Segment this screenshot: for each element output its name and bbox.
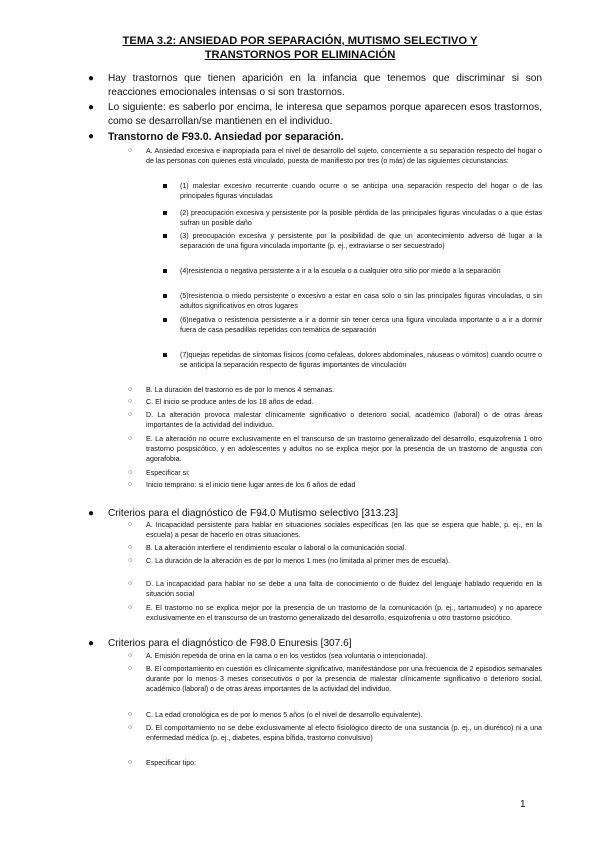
mutism-heading: Criterios para el diagnóstico de F94.0 Mutismo selectivo [313.23]	[108, 508, 399, 519]
circle-bullet: ○	[128, 724, 133, 731]
square-bullet	[163, 318, 167, 322]
square-bullet	[163, 211, 167, 215]
circle-bullet: ○	[128, 665, 133, 672]
separation-criterion-c: C. El inicio se produce antes de los 18 años de edad.	[146, 398, 314, 406]
circle-bullet: ○	[128, 147, 133, 154]
circle-bullet: ○	[128, 544, 133, 551]
bullet-dot: ●	[88, 131, 95, 142]
enuresis-criterion-a: A. Emisión repetida de orina en la cama o en los vestidos (sea voluntaria o intencionada).	[146, 652, 428, 660]
separation-subitem-2: (2) preocupación excesiva y persistente por la posible pérdida de las principales figuras vinculadas o a que éstas sufran un posible daño	[180, 209, 542, 228]
bullet-dot: ●	[88, 638, 95, 649]
circle-bullet: ○	[128, 481, 133, 488]
bullet-dot: ●	[88, 102, 95, 113]
title-line-2: TRANSTORNOS POR ELIMINACIÓN	[204, 49, 396, 61]
circle-bullet: ○	[128, 604, 133, 611]
separation-specify: Especificar si:	[146, 469, 190, 477]
circle-bullet: ○	[128, 557, 133, 564]
enuresis-criterion-d: D. El comportamiento no se debe exclusivamente al efecto fisiológico directo de una sustancia (p. ej., un diurético) ni a una enfermedad médica (p. ej., diabetes, espina bífida, trastorno convulsivo)	[146, 724, 542, 743]
separation-subitem-5: (5)resistencia o miedo persistente o excesivo a estar en casa solo o sin las principales figuras vinculadas, o sin adultos significativos en otros lugares	[180, 292, 542, 311]
separation-subitem-6: (6)negativa o resistencia persistente a ir a dormir sin tener cerca una figura vinculada importante o a ir a dormir fuera de casa pesadillas repetidas con temática de separación	[180, 316, 542, 335]
circle-bullet: ○	[128, 580, 133, 587]
bullet-dot: ●	[88, 73, 95, 84]
circle-bullet: ○	[128, 759, 133, 766]
enuresis-heading: Criterios para el diagnóstico de F98.0 Enuresis [307.6]	[108, 638, 352, 649]
circle-bullet: ○	[128, 652, 133, 659]
separation-subitem-1: (1) malestar excesivo recurrente cuando ocurre o se anticipa una separación respecto del hogar o de las principales figuras vinculadas	[180, 182, 542, 201]
circle-bullet: ○	[128, 411, 133, 418]
separation-subitem-4: (4)resistencia o negativa persistente a ir a la escuela o a cualquier otro sitio por miedo a la separación	[180, 267, 501, 275]
intro-paragraph-1: Hay trastornos que tienen aparición en la infancia que tenemos que discriminar si son reacciones emocionales intensas o si son trastornos.	[108, 73, 542, 99]
enuresis-criterion-b: B. El comportamiento en cuestión es clínicamente significativo, manifestándose por una frecuencia de 2 episodios semanales durante por lo menos 3 meses consecutivos o por la presencia de malestar clínicamente significativo o deterioro social, académico (laboral) o de otras áreas importantes de la actividad del individuo.	[146, 665, 542, 694]
circle-bullet: ○	[128, 521, 133, 528]
mutism-criterion-a: A. Incapacidad persistente para hablar en situaciones sociales específicas (en las que se espera que hable, p. ej., en la escuela) a pesar de hacerlo en otras situaciones.	[146, 521, 542, 540]
separation-subitem-3: (3) preocupación excesiva y persistente por la posibilidad de que un acontecimiento adverso dé lugar a la separación de una figura vinculada importante (p. ej., extraviarse o ser secuestrado)	[180, 232, 542, 251]
square-bullet	[163, 184, 167, 188]
separation-criterion-a: A. Ansiedad excesiva e inapropiada para el nivel de desarrollo del sujeto, concerniente a su separación respecto del hogar o de las personas con quienes está vinculado, puesta de manifiesto por tres (o más) de las siguientes circunstancias:	[146, 147, 542, 166]
document-title	[80, 34, 520, 62]
mutism-criterion-e: E. El trastorno no se explica mejor por la presencia de un trastorno de la comunicación (p. ej., tartamudeo) y no aparece exclusivamente en el transcurso de un trastorno generalizado del desarrollo, esquizofrenia u otro trastorno psicótico.	[146, 604, 542, 623]
square-bullet	[163, 269, 167, 273]
title-line-1: TEMA 3.2: ANSIEDAD POR SEPARACIÓN, MUTISMO SELECTIVO Y	[122, 35, 478, 47]
circle-bullet: ○	[128, 711, 133, 718]
intro-paragraph-2: Lo siguiente: es saberlo por encima, le interesa que sepamos porque aparecen esos trastornos, como se desarrollan/se mantienen en el individuo.	[108, 102, 542, 128]
circle-bullet: ○	[128, 435, 133, 442]
page-number: 1	[520, 799, 526, 810]
separation-early-onset: Inicio temprano: si el inicio tiene lugar antes de los 6 años de edad	[146, 481, 356, 489]
separation-criterion-b: B. La duración del trastorno es de por lo menos 4 semanas.	[146, 386, 335, 394]
circle-bullet: ○	[128, 469, 133, 476]
enuresis-specify-type: Especificar tipo:	[146, 759, 197, 767]
bullet-dot: ●	[88, 508, 95, 519]
mutism-criterion-c: C. La duración de la alteración es de por lo menos 1 mes (no limitada al primer mes de escuela).	[146, 557, 450, 565]
separation-criterion-e: E. La alteración no ocurre exclusivamente en el transcurso de un trastorno generalizado del desarrollo, esquizofrenia 1 otro trastorno pospsicótico, y en adolescentes y adultos no se explica mejor por la presencia de un trastorno de angustia con agorafobia.	[146, 435, 542, 464]
mutism-criterion-d: D. La incapacidad para hablar no se debe a una falta de conocimiento o de fluidez del lenguaje hablado requerido en la situación social	[146, 580, 542, 599]
separation-subitem-7: (7)quejas repetidas de síntomas físicos (como cefaleas, dolores abdominales, náuseas o vómitos) cuando ocurre o se anticipa la separación respecto de figuras importantes de vinculación	[180, 351, 542, 370]
separation-criterion-d: D. La alteración provoca malestar clínicamente significativo o deterioro social, académico (laboral) o de otras áreas importantes de la actividad del individuo.	[146, 411, 542, 430]
square-bullet	[163, 234, 167, 238]
mutism-criterion-b: B. La alteración interfiere el rendimiento escolar o laboral o la comunicación social.	[146, 544, 407, 552]
separation-heading: Transtorno de F93.0. Ansiedad por separación.	[108, 131, 344, 143]
square-bullet	[163, 294, 167, 298]
enuresis-criterion-c: C. La edad cronológica es de por lo menos 5 años (o el nivel de desarrollo equivalente).	[146, 711, 423, 719]
circle-bullet: ○	[128, 386, 133, 393]
circle-bullet: ○	[128, 398, 133, 405]
square-bullet	[163, 353, 167, 357]
